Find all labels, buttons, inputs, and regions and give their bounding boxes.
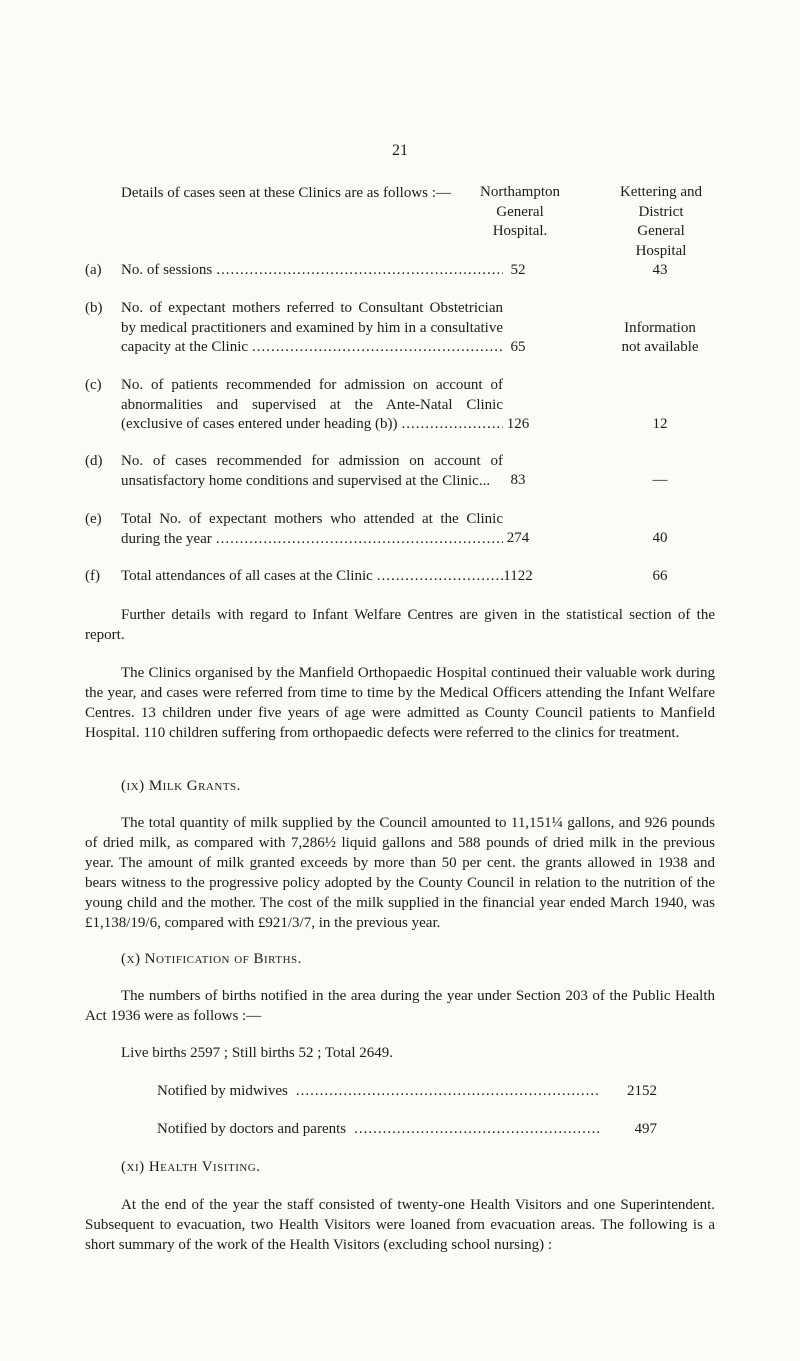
column-header-line: Northampton <box>480 184 560 200</box>
column-header-line: Hospital <box>635 242 687 259</box>
row-line: No. of cases recommended for admission on account of <box>121 453 503 469</box>
paragraph-text: The numbers of births notified in the area during the year under Section 203 of the Public Health Act 1936 were as follows :— <box>85 988 715 1024</box>
intro-text: Details of cases seen at these Clinics are as follows :— <box>121 185 451 201</box>
milk-grants-paragraph <box>85 813 715 933</box>
row-line: during the year <box>121 530 212 547</box>
notified-value: 497 <box>634 1121 657 1137</box>
row-b-northampton-value: 65 <box>510 339 526 355</box>
row-label-b: (b) <box>85 300 103 316</box>
health-visiting-paragraph <box>85 1195 715 1255</box>
row-text-d <box>121 452 503 491</box>
notified-by-midwives-row <box>157 1081 657 1101</box>
leader-dots <box>216 261 503 281</box>
leader-dots <box>377 567 503 587</box>
column-header-northampton <box>450 183 590 242</box>
births-paragraph <box>85 986 715 1026</box>
row-line: Total No. of expectant mothers who attended at the Clinic <box>121 511 503 527</box>
leader-dots <box>216 530 503 550</box>
row-e-kettering-value: 40 <box>652 530 668 546</box>
row-line: by medical practitioners and examined by him in a consultative <box>121 319 503 336</box>
health-visiting-heading: (xi) Health Visiting. <box>121 1159 261 1175</box>
column-header-kettering <box>596 183 726 261</box>
milk-grants-heading: (ix) Milk Grants. <box>121 778 241 794</box>
column-header-line: Kettering and <box>619 184 703 200</box>
row-e-northampton-value: 274 <box>506 530 530 546</box>
paragraph-text: The Clinics organised by the Manfield Orthopaedic Hospital continued their valuable work during the year, and cases were referred from time to time by the Medical Officers attending the Infant Welfare Centres. 13 children under five years of age were admitted as County Council patients to Manfield Hospital. 110 children suffering from orthopaedic defects were referred to the clinics for treatment. <box>85 665 715 741</box>
row-b-kettering-value-line2: not available <box>621 339 699 355</box>
row-line: unsatisfactory home conditions and supervised at the Clinic... <box>121 472 491 489</box>
column-header-line: General <box>637 223 685 239</box>
row-line: No. of patients recommended for admission on account of <box>121 377 503 393</box>
row-label-d: (d) <box>85 453 103 469</box>
row-text-a <box>121 261 503 281</box>
row-text-e <box>121 510 503 549</box>
column-header-line: District <box>638 203 684 220</box>
births-totals-line: Live births 2597 ; Still births 52 ; Total 2649. <box>121 1045 394 1061</box>
row-text-b <box>121 299 503 358</box>
row-line: No. of sessions <box>121 262 213 278</box>
row-a-northampton-value: 52 <box>510 262 526 278</box>
row-text-f <box>121 567 503 587</box>
leader-dots <box>354 1119 599 1139</box>
column-header-line: Hospital. <box>492 223 548 239</box>
leader-dots <box>296 1081 599 1101</box>
notification-of-births-heading: (x) Notification of Births. <box>121 951 302 967</box>
row-line: (exclusive of cases entered under heading (b)) <box>121 416 398 432</box>
row-d-kettering-value: — <box>652 472 668 488</box>
row-d-northampton-value: 83 <box>510 472 526 488</box>
row-c-northampton-value: 126 <box>506 416 530 432</box>
notified-value: 2152 <box>627 1083 657 1099</box>
row-line: abnormalities and supervised at the Ante-Natal Clinic <box>121 396 503 413</box>
manfield-paragraph <box>85 663 715 743</box>
paragraph-text: At the end of the year the staff consisted of twenty-one Health Visitors and one Superintendent. Subsequent to evacuation, two Health Visitors were loaned from evacuation areas. The following is a short summary of the work of the Health Visitors (excluding school nursing) : <box>85 1197 715 1253</box>
notified-label: Notified by doctors and parents <box>157 1121 347 1137</box>
row-label-e: (e) <box>85 511 102 527</box>
row-line: No. of expectant mothers referred to Consultant Obstetrician <box>121 300 503 316</box>
row-label-f: (f) <box>85 568 100 584</box>
row-label-a: (a) <box>85 262 102 278</box>
infant-welfare-paragraph <box>85 605 715 645</box>
paragraph-text: The total quantity of milk supplied by the Council amounted to 11,151¼ gallons, and 926 pounds of dried milk, as compared with 7,286½ liquid gallons and 588 pounds of dried milk in the previous year. The amount of milk granted exceeds by more than 50 per cent. the grants allowed in 1938 and bears witness to the progressive policy adopted by the County Council in relation to the nutrition of the young child and the mother. The cost of the milk supplied in the financial year ended March 1940, was £1,138/19/6, compared with £921/3/7, in the previous year. <box>85 815 715 931</box>
page-number: 21 <box>392 142 408 159</box>
row-line: Total attendances of all cases at the Clinic <box>121 568 373 584</box>
leader-dots <box>252 338 503 358</box>
row-f-northampton-value: 1122 <box>503 568 533 584</box>
column-header-line: General <box>496 203 544 220</box>
row-label-c: (c) <box>85 377 102 393</box>
row-f-kettering-value: 66 <box>652 568 668 584</box>
notified-by-doctors-row <box>157 1119 657 1139</box>
paragraph-text: Further details with regard to Infant Welfare Centres are given in the statistical section of the report. <box>85 607 715 643</box>
row-c-kettering-value: 12 <box>652 416 668 432</box>
notified-label: Notified by midwives <box>157 1083 288 1099</box>
row-a-kettering-value: 43 <box>652 262 668 278</box>
row-text-c <box>121 376 503 435</box>
row-b-kettering-value-line1: Information <box>624 320 696 336</box>
row-line: capacity at the Clinic <box>121 339 249 355</box>
